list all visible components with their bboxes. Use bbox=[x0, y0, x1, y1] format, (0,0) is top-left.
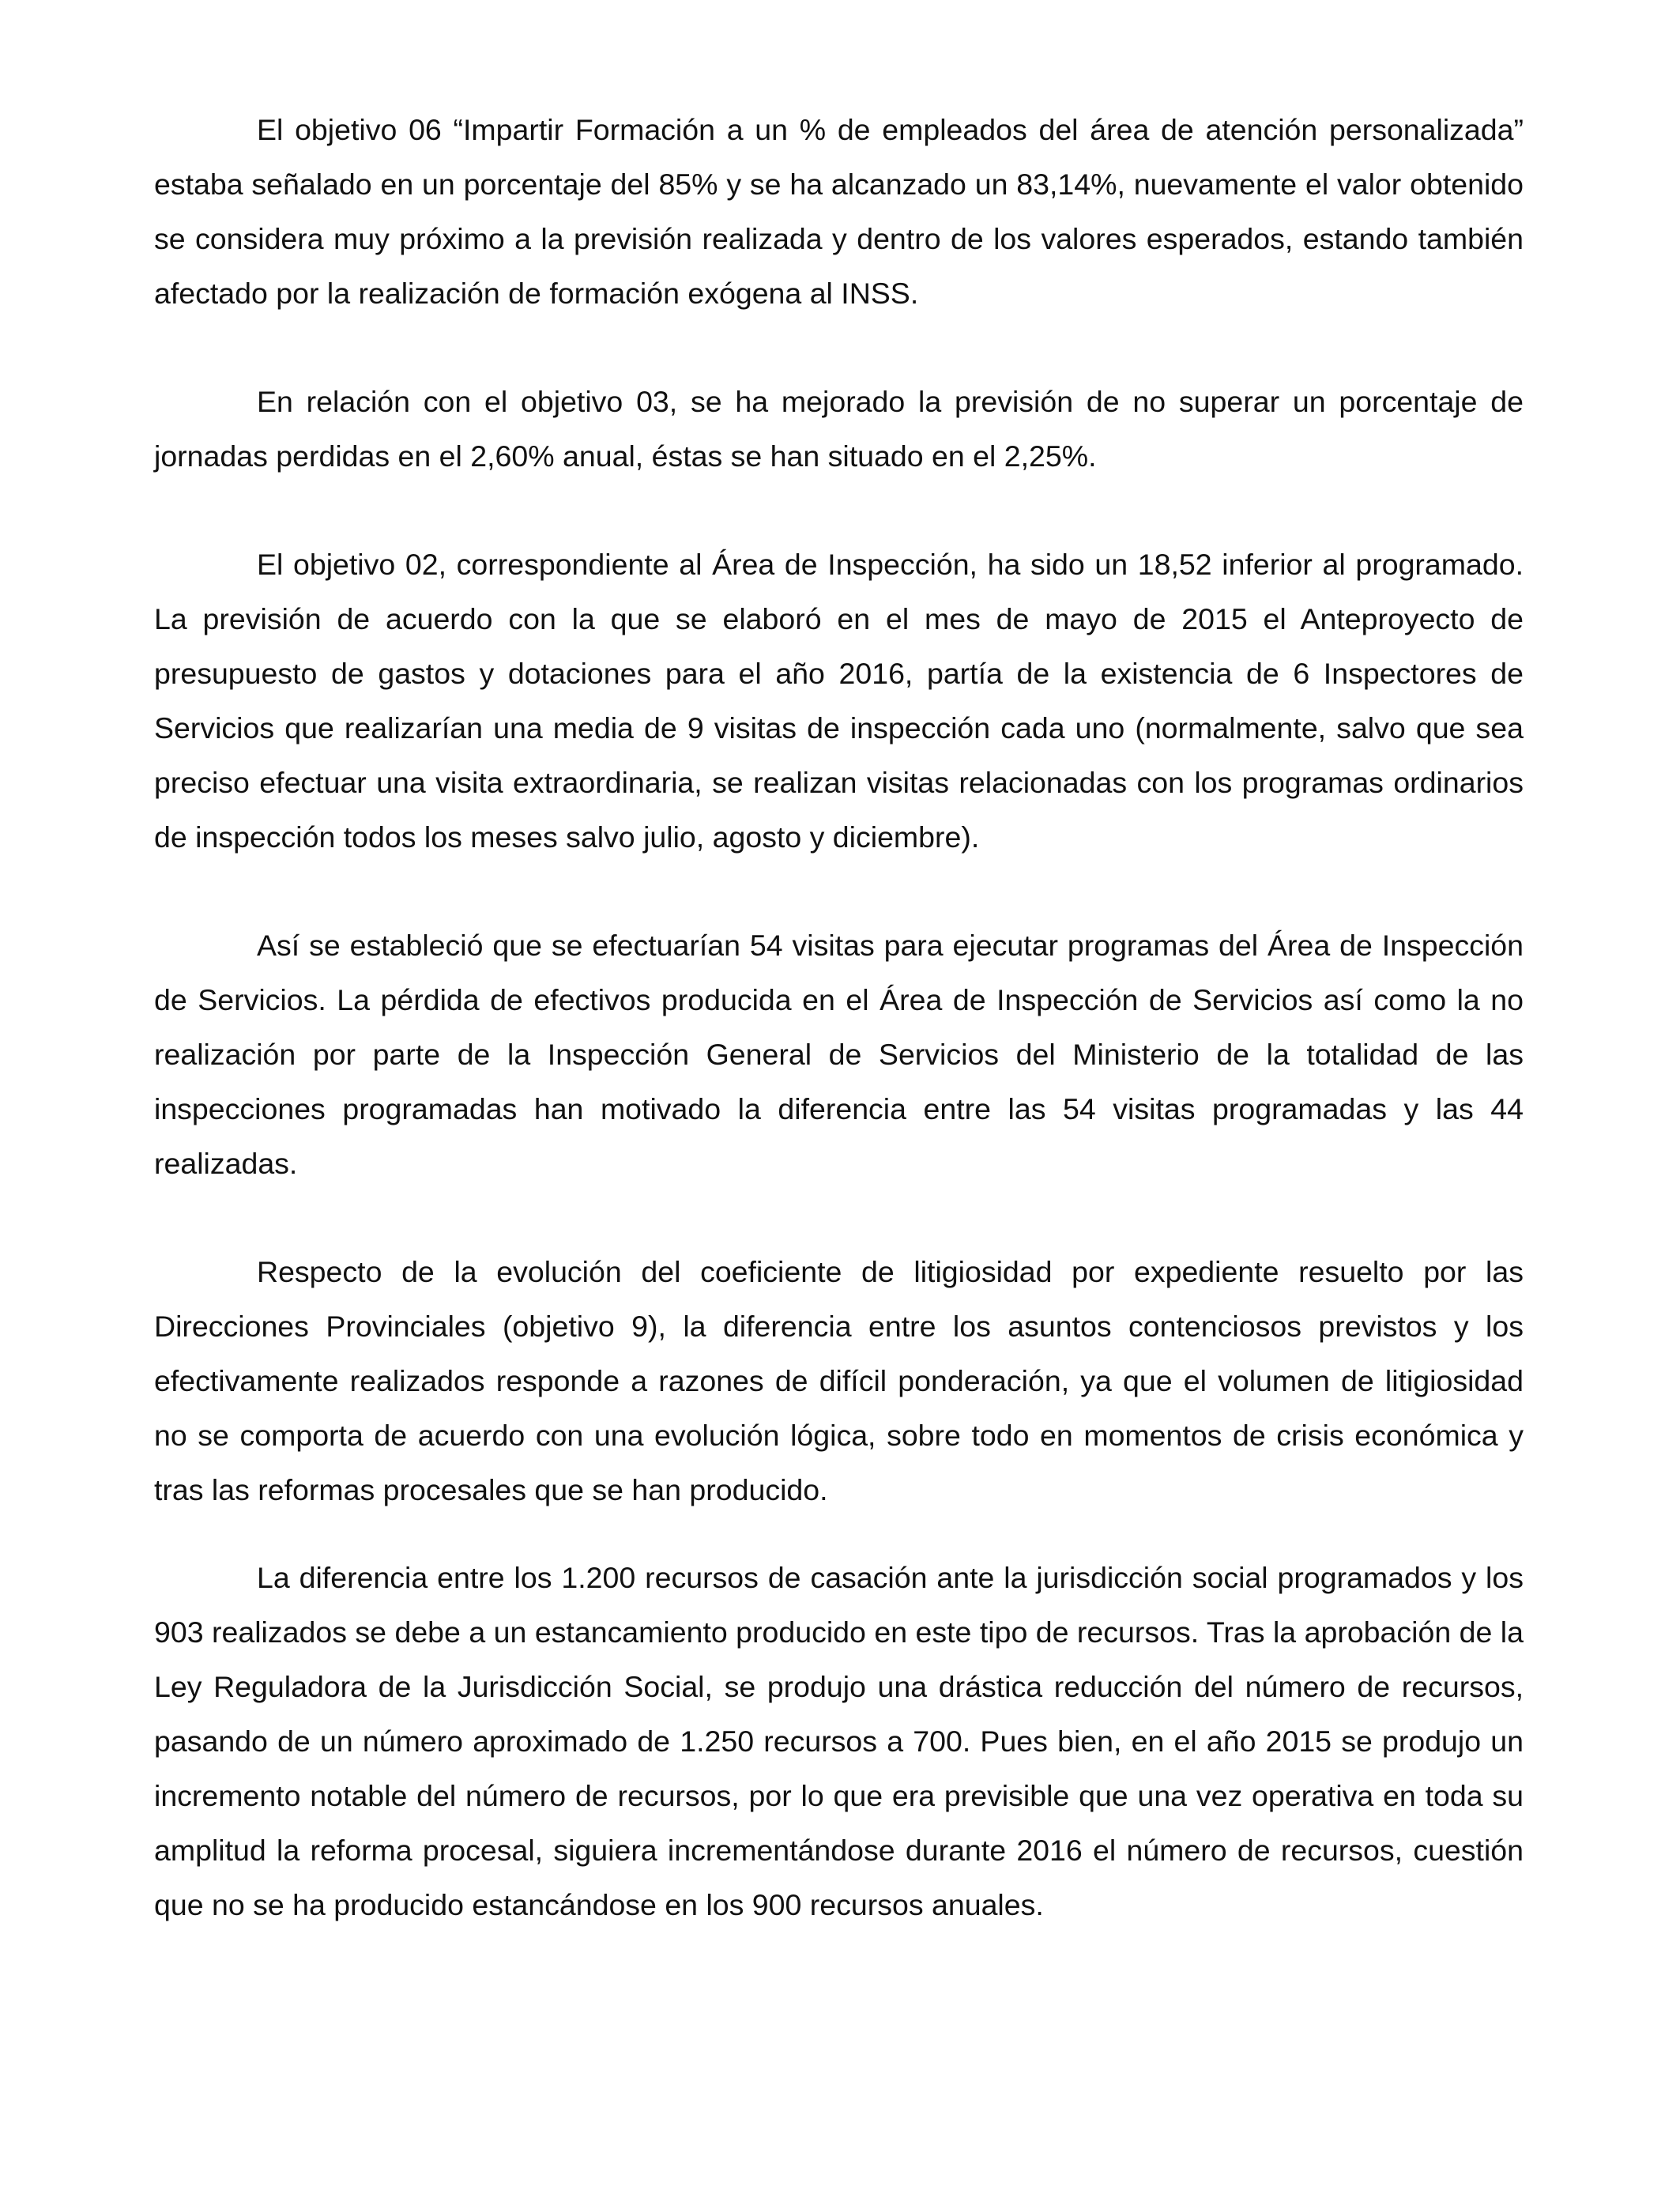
paragraph-objetivo-06: El objetivo 06 “Impartir Formación a un % de empleados del área de atención personalizada” estaba señalado en un porcentaje del 85% y se ha alcanzado un 83,14%, nuevamente el valor obtenido se considera muy próximo a la previsión realizada y dentro de los valores esperados, estando también afectado por la realización de formación exógena al INSS. bbox=[154, 113, 1524, 310]
paragraph-litigiosidad: Respecto de la evolución del coeficiente de litigiosidad por expediente resuelto por las Direcciones Provinciales (objetivo 9), la diferencia entre los asuntos contenciosos previstos y los efectivamente realizados responde a razones de difícil ponderación, ya que el volumen de litigiosidad no se comporta de acuerdo con una evolución lógica, sobre todo en momentos de crisis económica y tras las reformas procesales que se han producido. bbox=[154, 1255, 1524, 1506]
document-body bbox=[154, 103, 1524, 1932]
paragraph-objetivo-02: El objetivo 02, correspondiente al Área de Inspección, ha sido un 18,52 inferior al programado. La previsión de acuerdo con la que se elaboró en el mes de mayo de 2015 el Anteproyecto de presupuesto de gastos y dotaciones para el año 2016, partía de la existencia de 6 Inspectores de Servicios que realizarían una media de 9 visitas de inspección cada uno (normalmente, salvo que sea preciso efectuar una visita extraordinaria, se realizan visitas relacionadas con los programas ordinarios de inspección todos los meses salvo julio, agosto y diciembre). bbox=[154, 548, 1524, 854]
paragraph-recursos-casacion: La diferencia entre los 1.200 recursos de casación ante la jurisdicción social programados y los 903 realizados se debe a un estancamiento producido en este tipo de recursos. Tras la aprobación de la Ley Reguladora de la Jurisdicción Social, se produjo una drástica reducción del número de recursos, pasando de un número aproximado de 1.250 recursos a 700. Pues bien, en el año 2015 se produjo un incremento notable del número de recursos, por lo que era previsible que una vez operativa en toda su amplitud la reforma procesal, siguiera incrementándose durante 2016 el número de recursos, cuestión que no se ha producido estancándose en los 900 recursos anuales. bbox=[154, 1561, 1524, 1921]
paragraph-visitas-inspeccion: Así se estableció que se efectuarían 54 visitas para ejecutar programas del Área de Inspección de Servicios. La pérdida de efectivos producida en el Área de Inspección de Servicios así como la no realización por parte de la Inspección General de Servicios del Ministerio de la totalidad de las inspecciones programadas han motivado la diferencia entre las 54 visitas programadas y las 44 realizadas. bbox=[154, 929, 1524, 1180]
paragraph-objetivo-03: En relación con el objetivo 03, se ha mejorado la previsión de no superar un porcentaje de jornadas perdidas en el 2,60% anual, éstas se han situado en el 2,25%. bbox=[154, 385, 1524, 473]
